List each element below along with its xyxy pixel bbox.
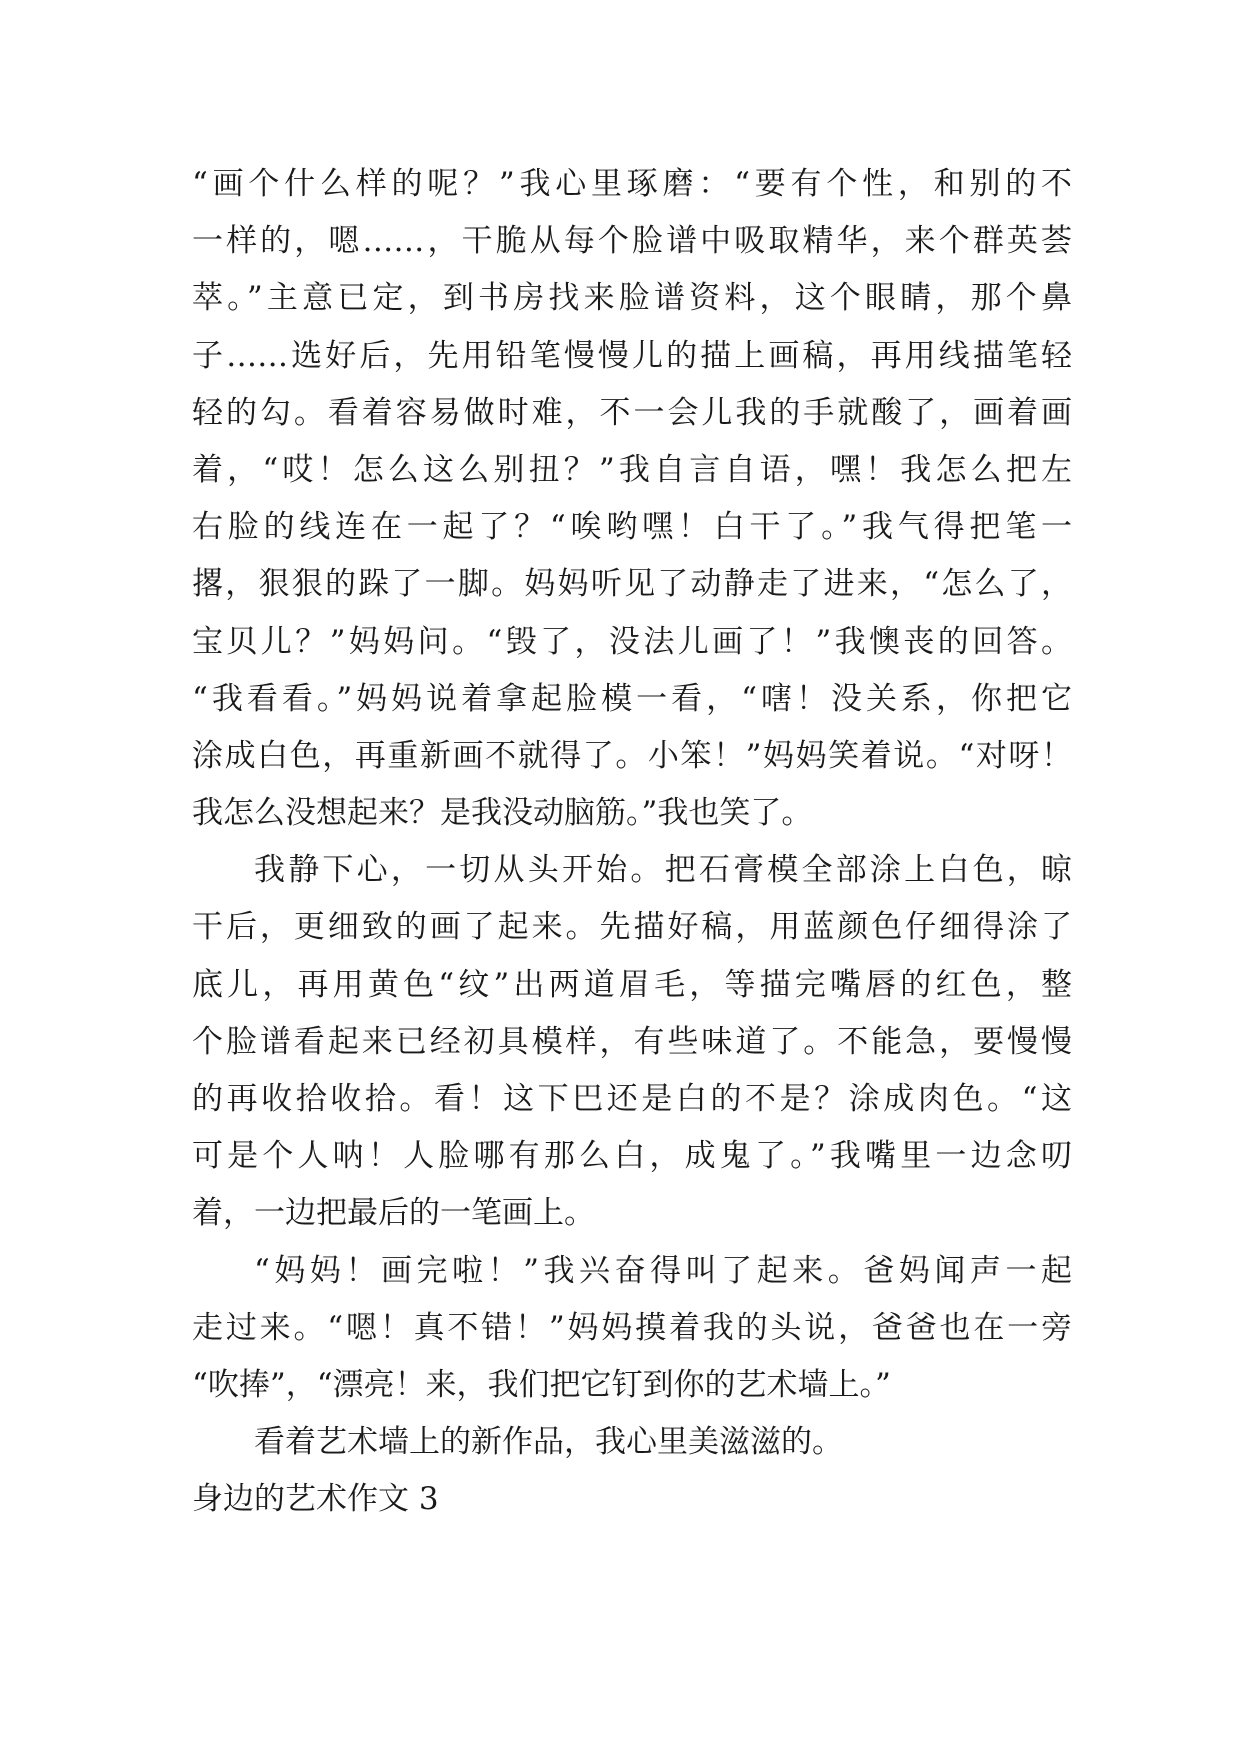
- text-line-22: “吹捧”，“漂亮！来，我们把它钉到你的艺术墙上。”: [192, 1366, 891, 1403]
- text-line-11: 涂成白色，再重新画不就得了。小笨！”妈妈笑着说。“对呀！: [192, 737, 1072, 774]
- text-line-8: 撂，狠狠的跺了一脚。妈妈听见了动静走了进来，“怎么了，: [192, 566, 1072, 603]
- text-line-14: 干后，更细致的画了起来。先描好稿，用蓝颜色仔细得涂了: [192, 909, 1072, 946]
- text-line-16: 个脸谱看起来已经初具模样，有些味道了。不能急，要慢慢: [192, 1023, 1072, 1060]
- text-line-2: 一样的，嗯……，干脆从每个脸谱中吸取精华，来个群英荟: [192, 223, 1072, 260]
- text-line-6: 着，“哎！怎么这么别扭？”我自言自语，嘿！我怎么把左: [192, 451, 1072, 488]
- text-line-10: “我看看。”妈妈说着拿起脸模一看，“嗐！没关系，你把它: [192, 680, 1072, 717]
- text-line-23: 看着艺术墙上的新作品，我心里美滋滋的。: [254, 1424, 843, 1461]
- text-line-13: 我静下心，一切从头开始。把石膏模全部涂上白色，晾: [254, 852, 1072, 889]
- text-line-1: “画个什么样的呢？”我心里琢磨：“要有个性，和别的不: [192, 166, 1072, 202]
- essay-body: [192, 156, 1072, 1529]
- text-line-19: 着，一边把最后的一笔画上。: [192, 1195, 595, 1232]
- text-line-15: 底儿，再用黄色“纹”出两道眉毛，等描完嘴唇的红色，整: [192, 966, 1072, 1003]
- text-line-21: 走过来。“嗯！真不错！”妈妈摸着我的头说，爸爸也在一旁: [192, 1309, 1072, 1346]
- text-line-12: 我怎么没想起来？是我没动脑筋。”我也笑了。: [192, 795, 813, 832]
- text-line-4: 子……选好后，先用铅笔慢慢儿的描上画稿，再用线描笔轻: [192, 337, 1072, 374]
- text-line-20: “妈妈！画完啦！”我兴奋得叫了起来。爸妈闻声一起: [254, 1252, 1072, 1289]
- text-line-9: 宝贝儿？”妈妈问。“毁了，没法儿画了！”我懊丧的回答。: [192, 623, 1072, 660]
- section-heading: 身边的艺术作文 3: [192, 1481, 439, 1518]
- text-line-17: 的再收拾收拾。看！这下巴还是白的不是？涂成肉色。“这: [192, 1081, 1072, 1117]
- text-line-18: 可是个人呐！人脸哪有那么白，成鬼了。”我嘴里一边念叨: [192, 1138, 1072, 1175]
- text-line-5: 轻的勾。看着容易做时难，不一会儿我的手就酸了，画着画: [192, 394, 1072, 431]
- text-line-3: 萃。”主意已定，到书房找来脸谱资料，这个眼睛，那个鼻: [192, 280, 1072, 317]
- text-line-7: 右脸的线连在一起了？“唉哟嘿！白干了。”我气得把笔一: [192, 509, 1072, 546]
